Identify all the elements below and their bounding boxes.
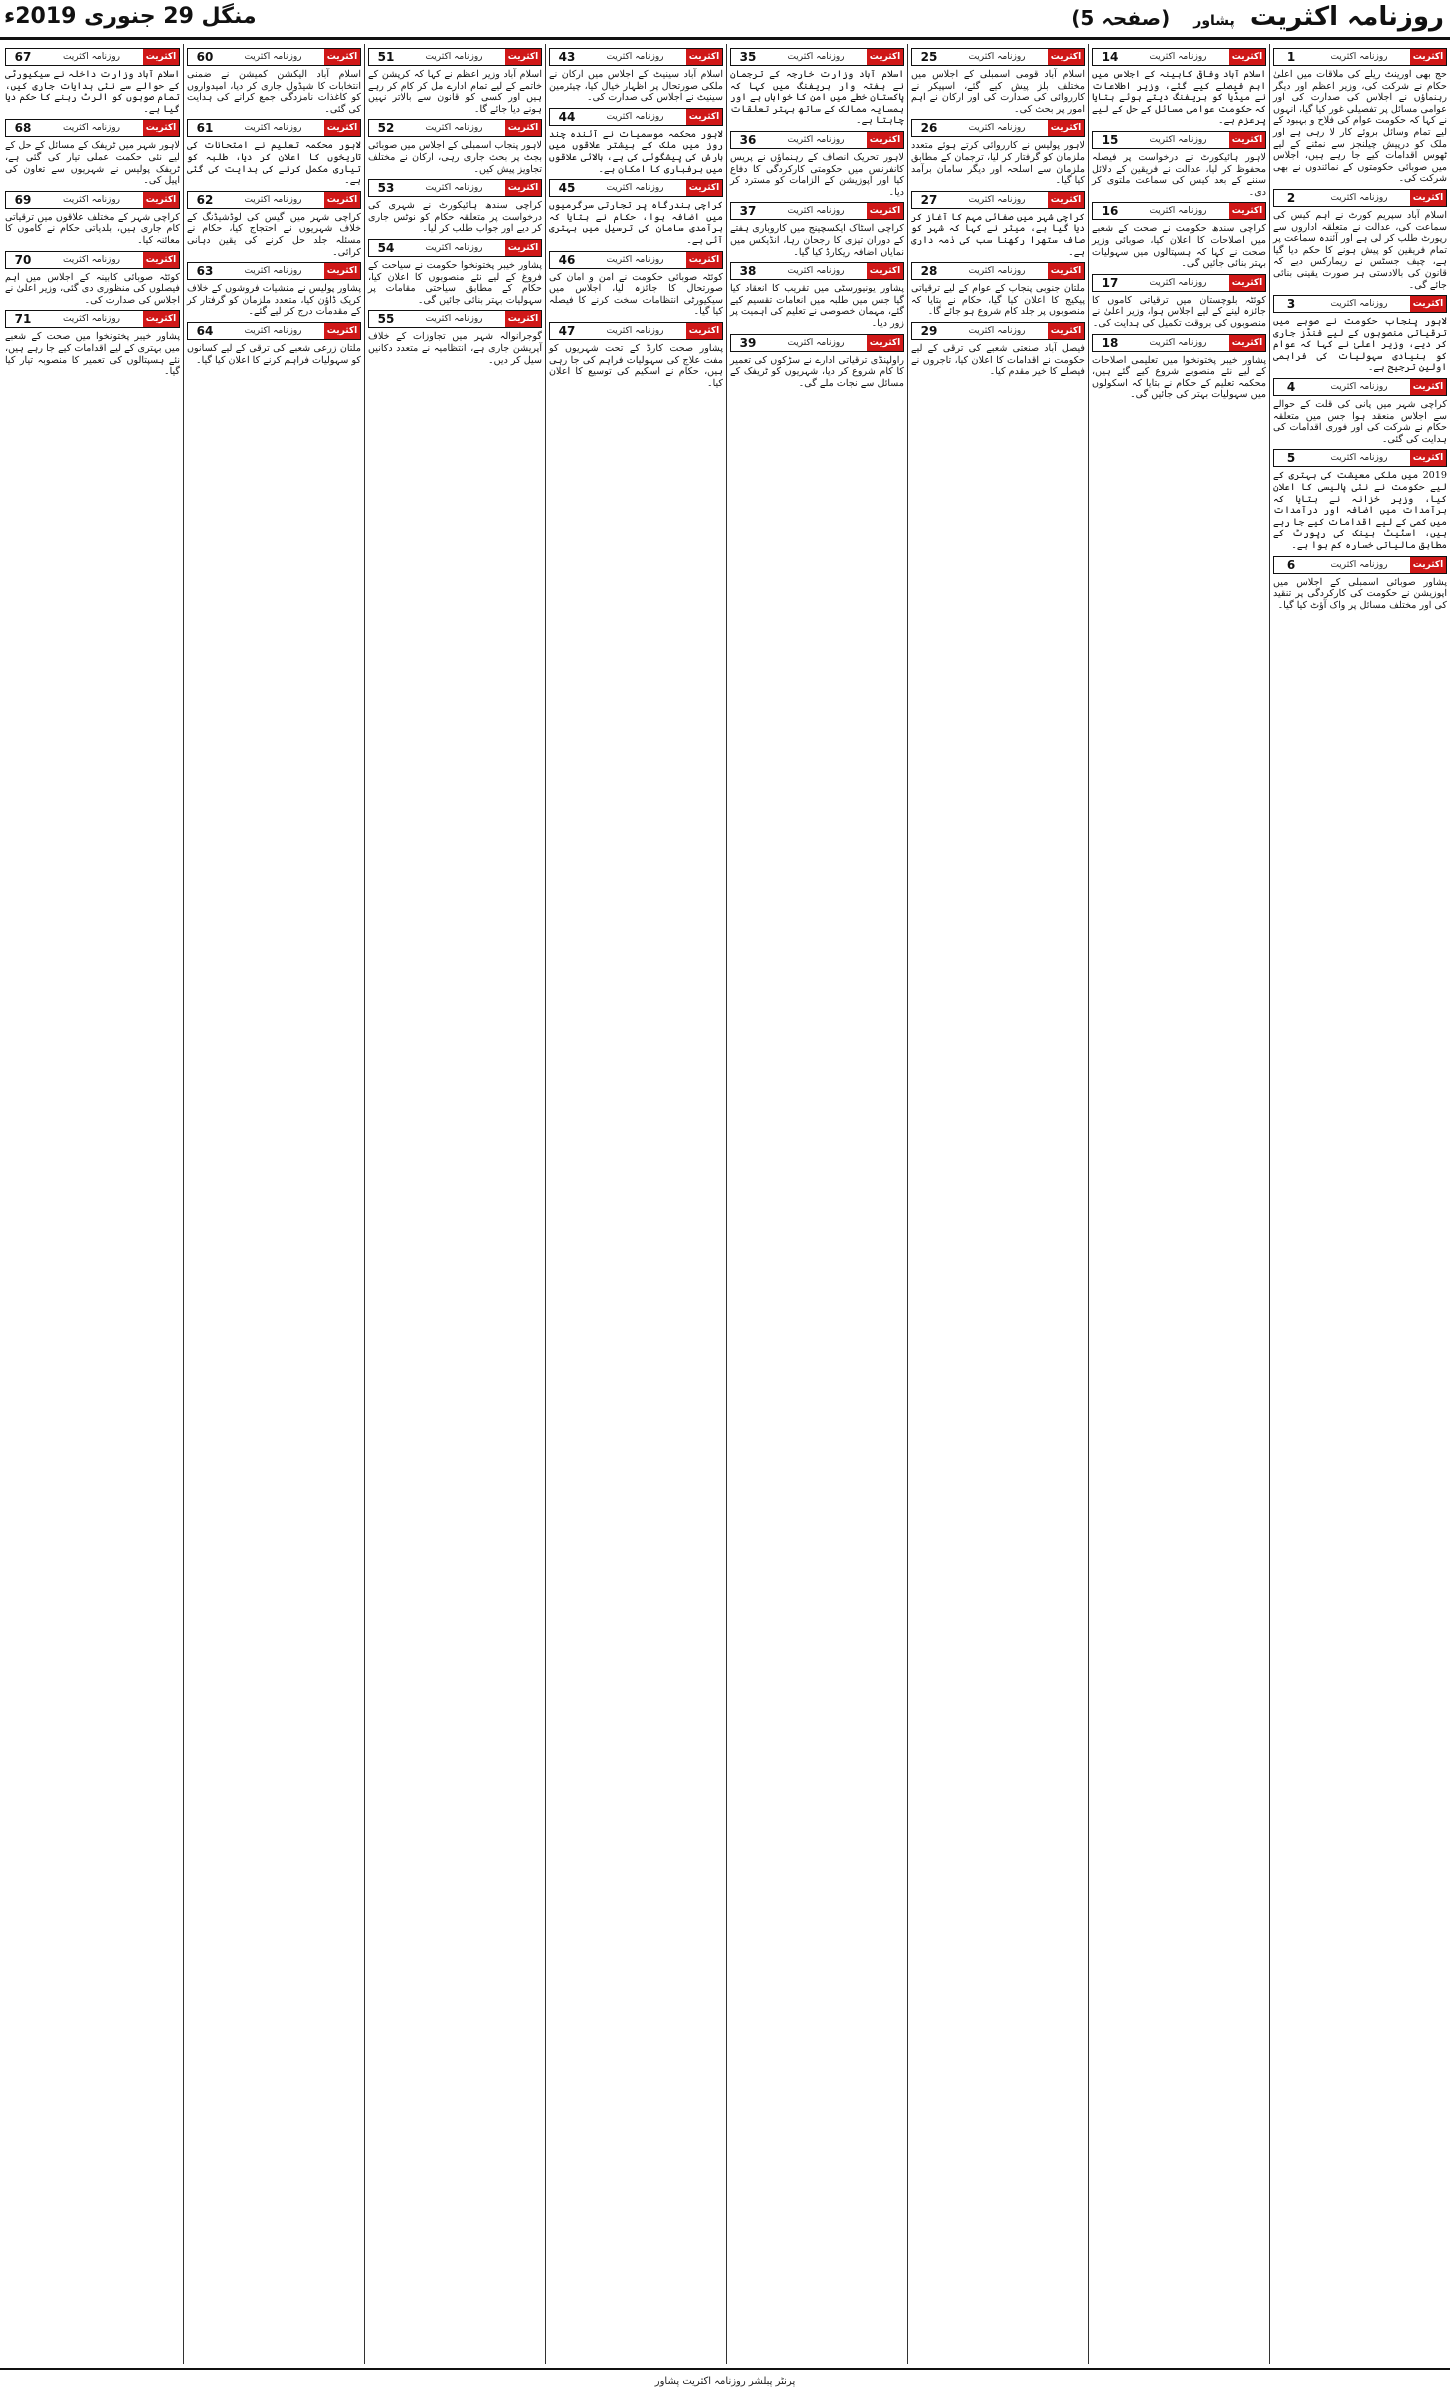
section-label: روزنامہ اکثریت bbox=[222, 49, 324, 65]
story-header bbox=[1273, 48, 1447, 66]
section-label: روزنامہ اکثریت bbox=[1308, 450, 1410, 466]
brand-badge: اکثریت bbox=[143, 120, 179, 136]
brand-badge: اکثریت bbox=[505, 180, 541, 196]
news-story bbox=[187, 191, 361, 258]
news-story bbox=[549, 251, 723, 318]
brand-badge: اکثریت bbox=[867, 203, 903, 219]
story-header bbox=[1092, 131, 1266, 149]
story-header bbox=[5, 310, 180, 328]
news-column bbox=[545, 44, 726, 2364]
section-label: روزنامہ اکثریت bbox=[946, 263, 1048, 279]
news-column bbox=[1088, 44, 1269, 2364]
brand-badge: اکثریت bbox=[1048, 120, 1084, 136]
story-number: 6 bbox=[1274, 557, 1308, 573]
masthead-page-label: (صفحہ 5) bbox=[1071, 6, 1171, 30]
news-story bbox=[911, 48, 1085, 115]
story-number: 37 bbox=[731, 203, 765, 219]
story-body: کراچی شہر میں گیس کی لوڈشیڈنگ کے خلاف شہریوں نے احتجاج کیا، حکام نے مسئلہ جلد حل کرنے کی یقین دہانی کرائی۔ bbox=[187, 211, 361, 258]
section-label: روزنامہ اکثریت bbox=[40, 49, 143, 65]
news-story bbox=[1273, 295, 1447, 374]
news-story bbox=[549, 108, 723, 175]
news-story bbox=[730, 48, 904, 127]
story-number: 16 bbox=[1093, 203, 1127, 219]
news-column bbox=[907, 44, 1088, 2364]
news-story bbox=[1092, 334, 1266, 401]
section-label: روزنامہ اکثریت bbox=[946, 49, 1048, 65]
brand-badge: اکثریت bbox=[686, 252, 722, 268]
news-story bbox=[549, 322, 723, 389]
news-story bbox=[1273, 378, 1447, 445]
news-column bbox=[2, 44, 183, 2364]
story-number: 69 bbox=[6, 192, 40, 208]
brand-badge: اکثریت bbox=[143, 192, 179, 208]
brand-badge: اکثریت bbox=[324, 49, 360, 65]
story-number: 3 bbox=[1274, 296, 1308, 312]
brand-badge: اکثریت bbox=[1410, 190, 1446, 206]
story-body: اسلام آباد الیکشن کمیشن نے ضمنی انتخابات کا شیڈول جاری کر دیا، امیدواروں کو کاغذات نامزدگی جمع کرانے کی ہدایت کی گئی۔ bbox=[187, 69, 361, 115]
brand-badge: اکثریت bbox=[867, 263, 903, 279]
news-story bbox=[730, 202, 904, 258]
story-header bbox=[730, 262, 904, 280]
story-body: لاہور محکمہ موسمیات نے آئندہ چند روز میں ملک کے بیشتر علاقوں میں بارش کی پیشگوئی کی ہے، بالائی علاقوں میں برفباری کا امکان ہے۔ bbox=[549, 128, 723, 175]
brand-badge: اکثریت bbox=[1048, 263, 1084, 279]
story-body: پشاور یونیورسٹی میں تقریب کا انعقاد کیا گیا جس میں طلبہ میں انعامات تقسیم کیے گئے، مہمان خصوصی نے تعلیم کی اہمیت پر زور دیا۔ bbox=[730, 283, 904, 329]
story-header bbox=[368, 48, 542, 66]
story-header bbox=[1092, 202, 1266, 220]
story-number: 47 bbox=[550, 323, 584, 339]
section-label: روزنامہ اکثریت bbox=[1308, 557, 1410, 573]
story-body: حج بھی اورینٹ ریلے کی ملاقات میں اعلیٰ حکام نے شرکت کی، وزیر اعظم اور دیگر رہنماؤں نے اجلاس کی صدارت کی اور عوامی مسائل پر تفصیلی غور کیا گیا، انہوں نے کہا کہ حکومت عوام کی فلاح و بہبود کے لیے تمام وسائل بروئے کار لا رہی ہے اور ملک کو درپیش چیلنجز سے نمٹنے کے لیے ٹھوس اقدامات کیے جا رہے ہیں، اجلاس میں صوبائی حکومتوں کے نمائندوں نے بھی شرکت کی۔ bbox=[1273, 69, 1447, 185]
brand-badge: اکثریت bbox=[143, 49, 179, 65]
story-body: اسلام آباد وزارت خارجہ کے ترجمان نے ہفتہ وار بریفنگ میں کہا کہ پاکستان خطے میں امن کا خواہاں ہے اور ہمسایہ ممالک کے ساتھ بہتر تعلقات چاہتا ہے۔ bbox=[730, 69, 904, 127]
section-label: روزنامہ اکثریت bbox=[403, 49, 505, 65]
section-label: روزنامہ اکثریت bbox=[1308, 190, 1410, 206]
story-number: 38 bbox=[731, 263, 765, 279]
story-header bbox=[187, 322, 361, 340]
story-header bbox=[5, 48, 180, 66]
page-footer bbox=[0, 2368, 1450, 2400]
news-story bbox=[5, 48, 180, 115]
news-story bbox=[1273, 449, 1447, 551]
section-label: روزنامہ اکثریت bbox=[946, 323, 1048, 339]
brand-badge: اکثریت bbox=[505, 311, 541, 327]
brand-badge: اکثریت bbox=[867, 49, 903, 65]
news-story bbox=[187, 322, 361, 366]
news-story bbox=[1092, 274, 1266, 330]
brand-badge: اکثریت bbox=[1229, 203, 1265, 219]
section-label: روزنامہ اکثریت bbox=[765, 203, 867, 219]
section-label: روزنامہ اکثریت bbox=[1127, 49, 1229, 65]
section-label: روزنامہ اکثریت bbox=[1127, 132, 1229, 148]
story-header bbox=[1092, 48, 1266, 66]
story-number: 70 bbox=[6, 252, 40, 268]
news-story bbox=[1092, 202, 1266, 269]
brand-badge: اکثریت bbox=[1229, 275, 1265, 291]
news-column bbox=[726, 44, 907, 2364]
news-story bbox=[368, 48, 542, 115]
story-header bbox=[911, 48, 1085, 66]
section-label: روزنامہ اکثریت bbox=[946, 192, 1048, 208]
story-body: ملتان زرعی شعبے کی ترقی کے لیے کسانوں کو سہولیات فراہم کرنے کا اعلان کیا گیا۔ bbox=[187, 342, 361, 366]
brand-badge: اکثریت bbox=[867, 335, 903, 351]
story-body: کراچی شہر کے مختلف علاقوں میں ترقیاتی کام جاری ہیں، بلدیاتی حکام نے کاموں کا معائنہ کیا۔ bbox=[5, 211, 180, 246]
story-body: لاہور محکمہ تعلیم نے امتحانات کی تاریخوں کا اعلان کر دیا، طلبہ کو تیاری مکمل کرنے کی ہدایت کی گئی ہے۔ bbox=[187, 140, 361, 187]
story-body: کوئٹہ صوبائی کابینہ کے اجلاس میں اہم فیصلوں کی منظوری دی گئی، وزیر اعلیٰ نے اجلاس کی صدارت کی۔ bbox=[5, 271, 180, 306]
news-story bbox=[368, 119, 542, 175]
story-number: 67 bbox=[6, 49, 40, 65]
story-body: اسلام آباد سپریم کورٹ نے اہم کیس کی سماعت کی، عدالت نے متعلقہ اداروں سے رپورٹ طلب کر لی ہے اور آئندہ سماعت پر تمام فریقین کو پیش ہونے کا حکم دیا گیا ہے، چیف جسٹس نے ریمارکس دیے کہ قانون کی بالادستی ہر صورت یقینی بنائی جائے گی۔ bbox=[1273, 209, 1447, 291]
section-label: روزنامہ اکثریت bbox=[222, 192, 324, 208]
news-story bbox=[5, 251, 180, 307]
brand-badge: اکثریت bbox=[505, 49, 541, 65]
story-number: 43 bbox=[550, 49, 584, 65]
news-story bbox=[1092, 48, 1266, 127]
story-body: ملتان جنوبی پنجاب کے عوام کے لیے ترقیاتی پیکیج کا اعلان کیا گیا، حکام نے بتایا کہ منصوبوں پر جلد کام شروع ہو جائے گا۔ bbox=[911, 283, 1085, 318]
news-story bbox=[1273, 556, 1447, 612]
story-number: 63 bbox=[188, 263, 222, 279]
story-header bbox=[5, 119, 180, 137]
story-header bbox=[549, 48, 723, 66]
brand-badge: اکثریت bbox=[1410, 49, 1446, 65]
section-label: روزنامہ اکثریت bbox=[765, 263, 867, 279]
story-header bbox=[187, 119, 361, 137]
brand-badge: اکثریت bbox=[324, 120, 360, 136]
news-story bbox=[1092, 131, 1266, 198]
section-label: روزنامہ اکثریت bbox=[1308, 49, 1410, 65]
news-story bbox=[187, 262, 361, 318]
section-label: روزنامہ اکثریت bbox=[946, 120, 1048, 136]
brand-badge: اکثریت bbox=[324, 192, 360, 208]
story-number: 14 bbox=[1093, 49, 1127, 65]
story-number: 54 bbox=[369, 240, 403, 256]
story-header bbox=[368, 239, 542, 257]
news-story bbox=[911, 322, 1085, 378]
section-label: روزنامہ اکثریت bbox=[1127, 335, 1229, 351]
story-header bbox=[187, 191, 361, 209]
story-number: 1 bbox=[1274, 49, 1308, 65]
story-body: لاہور تحریک انصاف کے رہنماؤں نے پریس کانفرنس میں حکومتی کارکردگی کا دفاع کیا اور اپوزیشن کے الزامات کو مسترد کر دیا۔ bbox=[730, 151, 904, 198]
story-number: 25 bbox=[912, 49, 946, 65]
masthead bbox=[0, 0, 1450, 40]
story-number: 71 bbox=[6, 311, 40, 327]
news-story bbox=[911, 119, 1085, 186]
brand-badge: اکثریت bbox=[686, 180, 722, 196]
story-number: 64 bbox=[188, 323, 222, 339]
story-body: کراچی سندھ حکومت نے صحت کے شعبے میں اصلاحات کا اعلان کیا، صوبائی وزیر صحت نے کہا کہ ہسپتالوں میں سہولیات بہتر بنائی جائیں گی۔ bbox=[1092, 223, 1266, 270]
brand-badge: اکثریت bbox=[1048, 192, 1084, 208]
story-header bbox=[5, 251, 180, 269]
news-story bbox=[5, 191, 180, 247]
news-story bbox=[730, 131, 904, 198]
story-number: 26 bbox=[912, 120, 946, 136]
story-header bbox=[5, 191, 180, 209]
story-body: کراچی سندھ ہائیکورٹ نے شہری کی درخواست پر متعلقہ حکام کو نوٹس جاری کر دیے اور جواب طلب کر لیا۔ bbox=[368, 200, 542, 235]
section-label: روزنامہ اکثریت bbox=[403, 120, 505, 136]
news-story bbox=[368, 179, 542, 235]
brand-badge: اکثریت bbox=[686, 109, 722, 125]
brand-badge: اکثریت bbox=[505, 120, 541, 136]
brand-badge: اکثریت bbox=[143, 252, 179, 268]
masthead-date: منگل 29 جنوری 2019ء bbox=[4, 4, 257, 29]
news-story bbox=[368, 310, 542, 366]
section-label: روزنامہ اکثریت bbox=[765, 132, 867, 148]
story-number: 44 bbox=[550, 109, 584, 125]
story-number: 39 bbox=[731, 335, 765, 351]
story-header bbox=[911, 262, 1085, 280]
story-number: 61 bbox=[188, 120, 222, 136]
news-story bbox=[911, 262, 1085, 318]
section-label: روزنامہ اکثریت bbox=[1127, 203, 1229, 219]
news-story bbox=[549, 179, 723, 246]
story-number: 62 bbox=[188, 192, 222, 208]
news-columns bbox=[0, 44, 1450, 2364]
section-label: روزنامہ اکثریت bbox=[584, 180, 686, 196]
brand-badge: اکثریت bbox=[505, 240, 541, 256]
story-header bbox=[368, 119, 542, 137]
story-number: 36 bbox=[731, 132, 765, 148]
news-story bbox=[5, 119, 180, 186]
brand-badge: اکثریت bbox=[1229, 49, 1265, 65]
section-label: روزنامہ اکثریت bbox=[584, 109, 686, 125]
story-number: 60 bbox=[188, 49, 222, 65]
brand-badge: اکثریت bbox=[1048, 49, 1084, 65]
story-header bbox=[1273, 449, 1447, 467]
section-label: روزنامہ اکثریت bbox=[403, 180, 505, 196]
story-body: کوئٹہ بلوچستان میں ترقیاتی کاموں کا جائزہ لینے کے لیے اجلاس ہوا، وزیر اعلیٰ نے منصوبوں کی بروقت تکمیل کی ہدایت کی۔ bbox=[1092, 294, 1266, 329]
story-body: کراچی شہر میں پانی کی قلت کے حوالے سے اجلاس منعقد ہوا جس میں متعلقہ حکام نے شرکت کی اور فوری اقدامات کی ہدایت کی گئی۔ bbox=[1273, 399, 1447, 445]
story-body: پشاور صحت کارڈ کے تحت شہریوں کو مفت علاج کی سہولیات فراہم کی جا رہی ہیں، حکام نے اسکیم کی توسیع کا اعلان کیا۔ bbox=[549, 342, 723, 389]
story-body: فیصل آباد صنعتی شعبے کی ترقی کے لیے حکومت نے اقدامات کا اعلان کیا، تاجروں نے فیصلے کا خیر مقدم کیا۔ bbox=[911, 342, 1085, 378]
story-body: کراچی اسٹاک ایکسچینج میں کاروباری ہفتے کے دوران تیزی کا رجحان رہا، انڈیکس میں نمایاں اضافہ ریکارڈ کیا گیا۔ bbox=[730, 223, 904, 258]
story-header bbox=[730, 131, 904, 149]
news-story bbox=[730, 334, 904, 390]
news-story bbox=[911, 191, 1085, 258]
brand-badge: اکثریت bbox=[324, 263, 360, 279]
brand-badge: اکثریت bbox=[1410, 379, 1446, 395]
masthead-title-block bbox=[1071, 2, 1444, 32]
section-label: روزنامہ اکثریت bbox=[1127, 275, 1229, 291]
news-story bbox=[1273, 189, 1447, 291]
story-header bbox=[187, 262, 361, 280]
news-column bbox=[1269, 44, 1450, 2364]
brand-badge: اکثریت bbox=[1410, 557, 1446, 573]
story-number: 53 bbox=[369, 180, 403, 196]
story-number: 29 bbox=[912, 323, 946, 339]
news-column bbox=[364, 44, 545, 2364]
section-label: روزنامہ اکثریت bbox=[765, 335, 867, 351]
story-body: لاہور پنجاب حکومت نے صوبے میں ترقیاتی منصوبوں کے لیے فنڈز جاری کر دیے، وزیر اعلیٰ نے کہا کہ عوام کو بنیادی سہولیات کی فراہمی اولین ترجیح ہے۔ bbox=[1273, 316, 1447, 374]
story-number: 17 bbox=[1093, 275, 1127, 291]
story-body: راولپنڈی ترقیاتی ادارے نے سڑکوں کی تعمیر کا کام شروع کر دیا، شہریوں کو ٹریفک کے مسائل سے نجات ملے گی۔ bbox=[730, 354, 904, 389]
section-label: روزنامہ اکثریت bbox=[222, 120, 324, 136]
story-body: لاہور پولیس نے کارروائی کرتے ہوئے متعدد ملزمان کو گرفتار کر لیا، ترجمان کے مطابق ملزمان سے اسلحہ اور دیگر سامان برآمد کیا گیا۔ bbox=[911, 140, 1085, 187]
section-label: روزنامہ اکثریت bbox=[40, 120, 143, 136]
story-body: 2019 میں ملکی معیشت کی بہتری کے لیے حکومت نے نئی پالیسی کا اعلان کیا، وزیر خزانہ نے بتایا کہ برآمدات میں اضافہ اور درآمدات میں کمی کے لیے اقدامات کیے جا رہے ہیں، اسٹیٹ بینک کی رپورٹ کے مطابق مالیاتی خسارہ کم ہوا ہے۔ bbox=[1273, 470, 1447, 551]
story-body: پشاور خیبر پختونخوا حکومت نے سیاحت کے فروغ کے لیے نئے منصوبوں کا اعلان کیا، حکام کے مطابق سیاحتی مقامات پر سہولیات بہتر بنائی جائیں گی۔ bbox=[368, 259, 542, 306]
story-header bbox=[549, 322, 723, 340]
section-label: روزنامہ اکثریت bbox=[1308, 379, 1410, 395]
story-header bbox=[368, 310, 542, 328]
news-story bbox=[187, 48, 361, 115]
section-label: روزنامہ اکثریت bbox=[40, 192, 143, 208]
section-label: روزنامہ اکثریت bbox=[403, 240, 505, 256]
story-header bbox=[911, 119, 1085, 137]
news-story bbox=[5, 310, 180, 377]
story-header bbox=[187, 48, 361, 66]
section-label: روزنامہ اکثریت bbox=[222, 323, 324, 339]
section-label: روزنامہ اکثریت bbox=[584, 252, 686, 268]
story-number: 27 bbox=[912, 192, 946, 208]
news-story bbox=[549, 48, 723, 104]
news-story bbox=[730, 262, 904, 329]
story-number: 35 bbox=[731, 49, 765, 65]
story-header bbox=[1273, 378, 1447, 396]
section-label: روزنامہ اکثریت bbox=[765, 49, 867, 65]
story-header bbox=[1273, 295, 1447, 313]
story-header bbox=[1092, 334, 1266, 352]
story-body: کراچی شہر میں صفائی مہم کا آغاز کر دیا گیا ہے، میئر نے کہا کہ شہر کو صاف ستھرا رکھنا سب کی ذمہ داری ہے۔ bbox=[911, 211, 1085, 258]
story-number: 55 bbox=[369, 311, 403, 327]
story-body: اسلام آباد قومی اسمبلی کے اجلاس میں مختلف بلز پیش کیے گئے، اسپیکر نے کارروائی کی صدارت کی اور ارکان نے اہم امور پر بحث کی۔ bbox=[911, 69, 1085, 115]
story-body: اسلام آباد وفاقی کابینہ کے اجلاس میں اہم فیصلے کیے گئے، وزیر اطلاعات نے میڈیا کو بریفنگ دیتے ہوئے بتایا کہ حکومت عوامی مسائل کے حل کے لیے پرعزم ہے۔ bbox=[1092, 69, 1266, 127]
story-body: پشاور خیبر پختونخوا میں صحت کے شعبے میں بہتری کے لیے اقدامات کیے جا رہے ہیں، نئے ہسپتالوں کی تعمیر کا منصوبہ تیار کیا گیا۔ bbox=[5, 331, 180, 378]
section-label: روزنامہ اکثریت bbox=[40, 252, 143, 268]
story-number: 5 bbox=[1274, 450, 1308, 466]
news-story bbox=[187, 119, 361, 186]
section-label: روزنامہ اکثریت bbox=[1308, 296, 1410, 312]
news-column bbox=[183, 44, 364, 2364]
story-body: کراچی بندرگاہ پر تجارتی سرگرمیوں میں اضافہ ہوا، حکام نے بتایا کہ برآمدی سامان کی ترسیل میں بہتری آئی ہے۔ bbox=[549, 200, 723, 246]
story-body: اسلام آباد وزیر اعظم نے کہا کہ کرپشن کے خاتمے کے لیے تمام ادارے مل کر کام کر رہے ہیں اور کسی کو قانون سے بالاتر نہیں ہونے دیا جائے گا۔ bbox=[368, 69, 542, 115]
story-body: پشاور خیبر پختونخوا میں تعلیمی اصلاحات کے لیے نئے منصوبے شروع کیے گئے ہیں، محکمہ تعلیم کے حکام نے بتایا کہ اسکولوں میں سہولیات بہتر کی جائیں گی۔ bbox=[1092, 354, 1266, 401]
story-number: 45 bbox=[550, 180, 584, 196]
section-label: روزنامہ اکثریت bbox=[584, 49, 686, 65]
story-header bbox=[911, 322, 1085, 340]
story-number: 2 bbox=[1274, 190, 1308, 206]
footer-text: پرنٹر پبلشر روزنامہ اکثریت پشاور bbox=[654, 2376, 796, 2387]
story-body: پشاور پولیس نے منشیات فروشوں کے خلاف کریک ڈاؤن کیا، متعدد ملزمان کو گرفتار کر کے مقدمات درج کر لیے گئے۔ bbox=[187, 283, 361, 318]
news-story bbox=[1273, 48, 1447, 185]
section-label: روزنامہ اکثریت bbox=[40, 311, 143, 327]
story-body: لاہور شہر میں ٹریفک کے مسائل کے حل کے لیے نئی حکمت عملی تیار کی گئی ہے، ٹریفک پولیس نے شہریوں سے تعاون کی اپیل کی۔ bbox=[5, 140, 180, 187]
news-story bbox=[368, 239, 542, 306]
story-header bbox=[1273, 189, 1447, 207]
story-body: لاہور پنجاب اسمبلی کے اجلاس میں صوبائی بجٹ پر بحث جاری رہی، ارکان نے مختلف تجاویز پیش کیں۔ bbox=[368, 140, 542, 175]
brand-badge: اکثریت bbox=[867, 132, 903, 148]
section-label: روزنامہ اکثریت bbox=[403, 311, 505, 327]
story-body: کوئٹہ صوبائی حکومت نے امن و امان کی صورتحال کا جائزہ لیا، اجلاس میں سیکیورٹی انتظامات سخت کرنے کا فیصلہ کیا گیا۔ bbox=[549, 271, 723, 318]
story-header bbox=[368, 179, 542, 197]
story-body: لاہور ہائیکورٹ نے درخواست پر فیصلہ محفوظ کر لیا، عدالت نے فریقین کے دلائل سننے کے بعد کیس کی سماعت ملتوی کر دی۔ bbox=[1092, 151, 1266, 198]
story-number: 46 bbox=[550, 252, 584, 268]
masthead-city: پشاور bbox=[1193, 13, 1235, 29]
brand-badge: اکثریت bbox=[1229, 132, 1265, 148]
story-body: گوجرانوالہ شہر میں تجاوزات کے خلاف آپریشن جاری ہے، انتظامیہ نے متعدد دکانیں سیل کر دیں۔ bbox=[368, 331, 542, 366]
story-header bbox=[1092, 274, 1266, 292]
story-number: 18 bbox=[1093, 335, 1127, 351]
story-header bbox=[730, 48, 904, 66]
story-header bbox=[549, 179, 723, 197]
story-header bbox=[1273, 556, 1447, 574]
brand-badge: اکثریت bbox=[686, 323, 722, 339]
story-number: 28 bbox=[912, 263, 946, 279]
story-number: 68 bbox=[6, 120, 40, 136]
story-number: 52 bbox=[369, 120, 403, 136]
section-label: روزنامہ اکثریت bbox=[222, 263, 324, 279]
brand-badge: اکثریت bbox=[324, 323, 360, 339]
brand-badge: اکثریت bbox=[1048, 323, 1084, 339]
section-label: روزنامہ اکثریت bbox=[584, 323, 686, 339]
masthead-title: روزنامہ اکثریت bbox=[1249, 2, 1444, 32]
brand-badge: اکثریت bbox=[686, 49, 722, 65]
story-header bbox=[549, 108, 723, 126]
story-header bbox=[911, 191, 1085, 209]
story-body: اسلام آباد سینیٹ کے اجلاس میں ارکان نے ملکی صورتحال پر اظہار خیال کیا، چیئرمین سینیٹ نے اجلاس کی صدارت کی۔ bbox=[549, 69, 723, 104]
story-header bbox=[730, 334, 904, 352]
story-number: 4 bbox=[1274, 379, 1308, 395]
story-body: اسلام آباد وزارت داخلہ نے سیکیورٹی کے حوالے سے نئی ہدایات جاری کیں، تمام صوبوں کو الرٹ رہنے کا حکم دیا گیا ہے۔ bbox=[5, 69, 180, 115]
brand-badge: اکثریت bbox=[1410, 296, 1446, 312]
story-body: پشاور صوبائی اسمبلی کے اجلاس میں اپوزیشن نے حکومت کی کارکردگی پر تنقید کی اور مختلف مسائل پر واک آؤٹ کیا گیا۔ bbox=[1273, 576, 1447, 611]
brand-badge: اکثریت bbox=[143, 311, 179, 327]
story-number: 51 bbox=[369, 49, 403, 65]
brand-badge: اکثریت bbox=[1229, 335, 1265, 351]
story-header bbox=[549, 251, 723, 269]
brand-badge: اکثریت bbox=[1410, 450, 1446, 466]
story-number: 15 bbox=[1093, 132, 1127, 148]
story-header bbox=[730, 202, 904, 220]
